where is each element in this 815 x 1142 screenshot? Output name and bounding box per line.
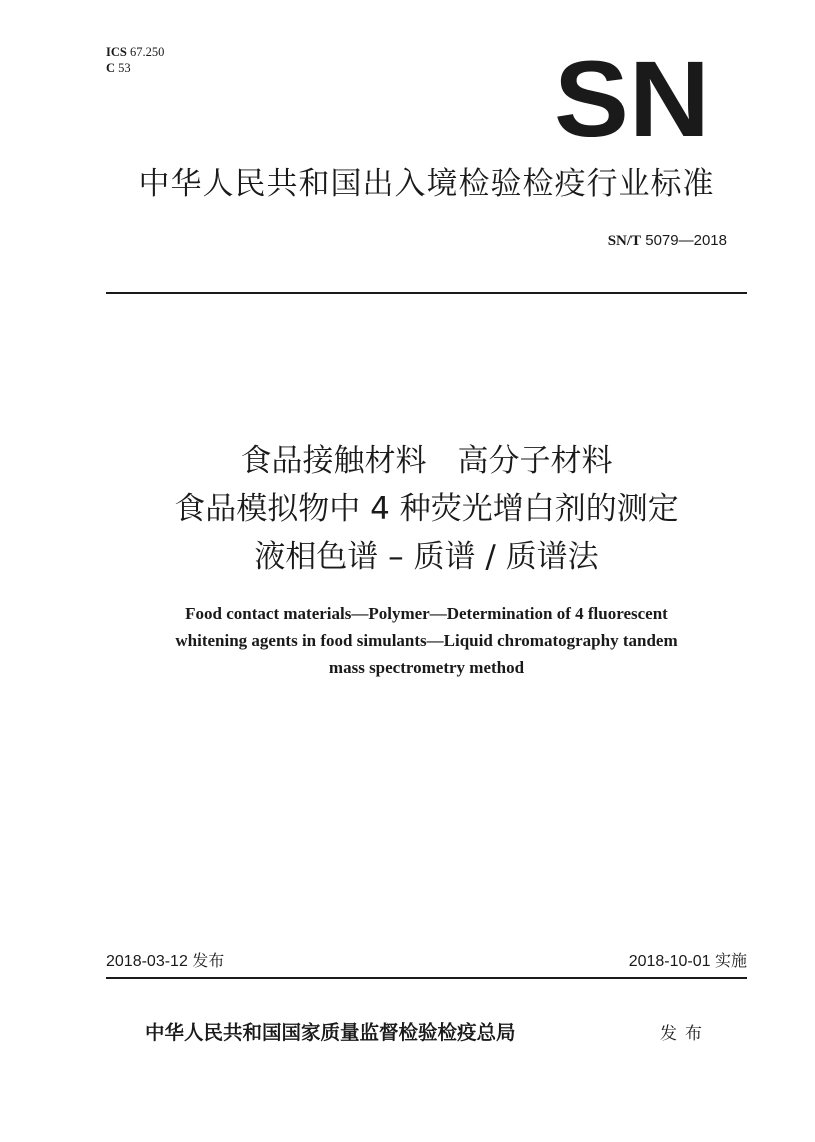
sn-logo-text: SN [554,56,710,140]
ics-label: ICS [106,45,127,59]
title-en-line-3: mass spectrometry method [328,658,525,677]
standard-prefix: SN/T [607,233,642,249]
standard-code: 5079—2018 [645,232,727,249]
ics-code-line [106,44,164,60]
classification-codes [106,44,164,76]
top-divider [106,292,747,294]
ccs-code-line [106,60,164,76]
publish-label: 发布 [660,1024,710,1044]
sn-logo [553,56,711,140]
title-cn-line-3: 液相色谱 – 质谱 / 质谱法 [254,539,599,575]
ccs-code: 53 [118,61,131,75]
ccs-label: C [106,61,116,75]
title-en [110,600,743,681]
implementation-date: 2018-10-01 实施 [628,953,747,970]
bottom-divider [106,977,747,979]
issuing-authority: 中华人民共和国国家质量监督检验检疫总局 [145,1021,516,1044]
title-cn-line-2: 食品模拟物中 4 种荧光增白剂的测定 [174,491,679,527]
standard-number [608,232,727,250]
title-cn-line-1: 食品接触材料 高分子材料 [240,443,613,479]
title-en-line-1: Food contact materials—Polymer—Determination of 4 fluorescent [185,604,668,623]
issuing-sector-title: 中华人民共和国出入境检验检疫行业标准 [138,166,715,202]
ics-code: 67.250 [129,45,165,59]
issue-date: 2018-03-12 发布 [106,953,225,970]
title-en-line-2: whitening agents in food simulants—Liquid chromatography tandem [175,631,678,650]
